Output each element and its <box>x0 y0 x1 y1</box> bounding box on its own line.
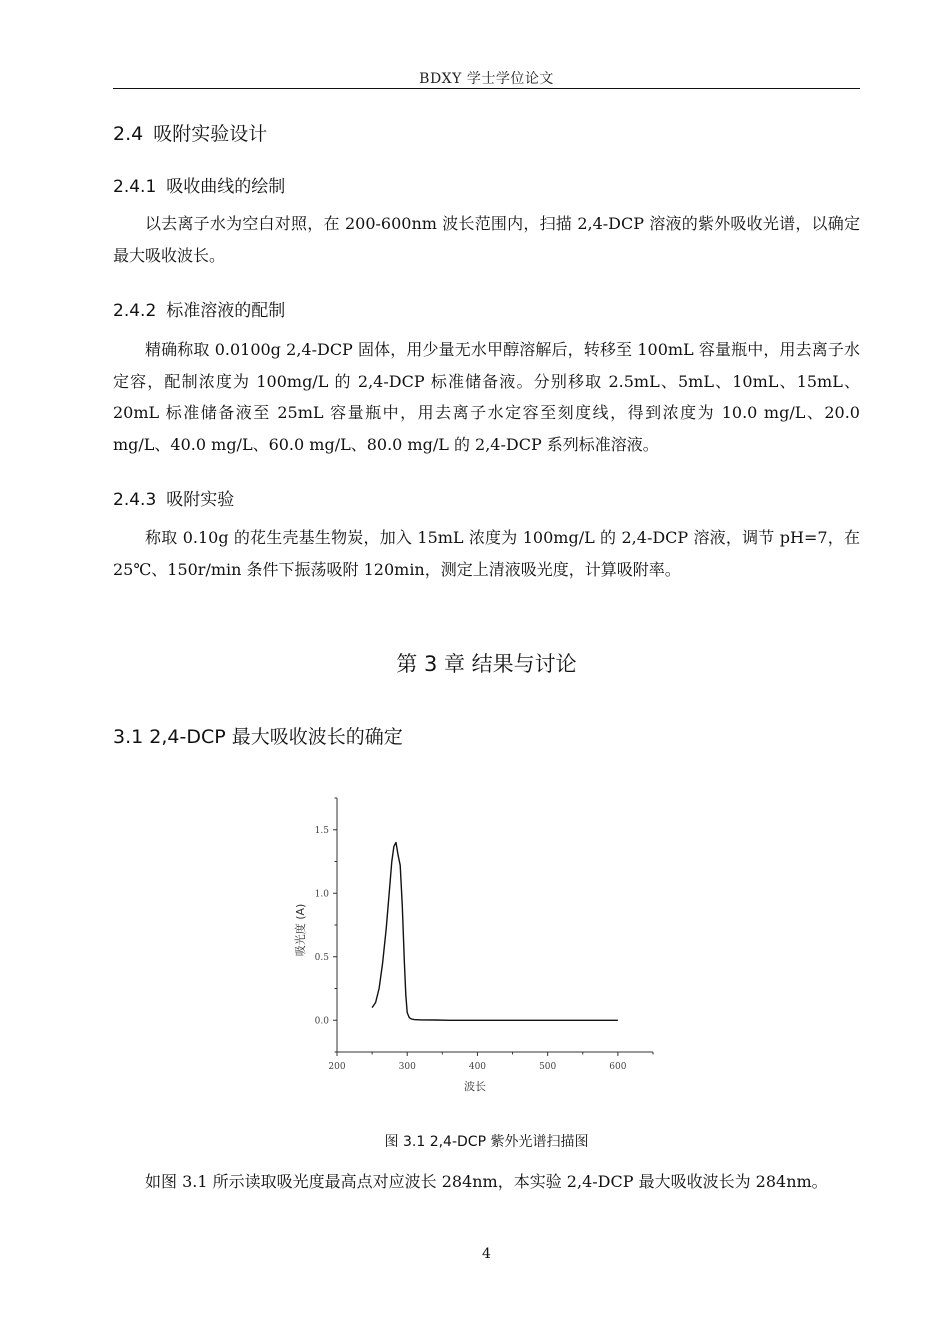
page-header: BDXY 学士学位论文 <box>419 71 554 87</box>
x-tick-label: 400 <box>468 1062 487 1072</box>
x-tick-label: 200 <box>328 1062 346 1072</box>
x-tick-label: 300 <box>398 1062 416 1072</box>
conclusion-paragraph: 如图 3.1 所示读取吸光度最高点对应波长 284nm，本实验 2,4-DCP 最大吸收波长为 284nm。 <box>145 1172 828 1191</box>
section-2-4-1-heading <box>113 172 285 197</box>
section-title: 标准溶液的配制 <box>166 301 286 321</box>
section-number: 2.4.2 <box>113 301 157 321</box>
section-number: 2.4 <box>113 123 144 145</box>
header-divider <box>113 88 860 89</box>
section-2-4-3-heading <box>113 485 234 510</box>
x-tick-label: 600 <box>609 1062 627 1072</box>
section-title: 吸附实验 <box>166 490 235 510</box>
section-number: 2.4.1 <box>113 177 157 197</box>
y-tick-label: 1.5 <box>314 825 329 836</box>
spectrum-line <box>372 843 618 1021</box>
section-2-4-3-paragraph: 称取 0.10g 的花生壳基生物炭，加入 15mL 浓度为 100mg/L 的 2,4-DCP 溶液，调节 pH=7，在 25℃、150r/min 条件下振荡吸附 120min，测定上清液吸光度，计算吸附率。 <box>113 528 860 579</box>
section-2-4-heading <box>113 119 267 146</box>
section-2-4-1-paragraph: 以去离子水为空白对照，在 200-600nm 波长范围内，扫描 2,4-DCP 溶液的紫外吸收光谱，以确定最大吸收波长。 <box>113 214 860 265</box>
uv-spectrum-chart <box>290 790 670 1100</box>
chapter-title: 第 3 章 结果与讨论 <box>396 652 577 676</box>
y-tick-label: 0.0 <box>314 1016 329 1027</box>
section-2-4-2-heading <box>113 296 285 321</box>
section-number: 2.4.3 <box>113 490 157 510</box>
figure-caption: 图 3.1 2,4-DCP 紫外光谱扫描图 <box>384 1134 589 1150</box>
x-axis-label: 波长 <box>464 1080 486 1093</box>
section-title: 吸收曲线的绘制 <box>166 177 286 197</box>
page-number: 4 <box>482 1246 491 1262</box>
section-title: 吸附实验设计 <box>153 123 268 145</box>
x-tick-label: 500 <box>539 1062 557 1072</box>
section-2-4-2-paragraph: 精确称取 0.0100g 2,4-DCP 固体，用少量无水甲醇溶解后，转移至 100mL 容量瓶中，用去离子水定容，配制浓度为 100mg/L 的 2,4-DCP 标准储备液。分别移取 2.5mL、5mL、10mL、15mL、20mL 标准储备液至 25mL 容量瓶中，用去离子水定容至刻度线，得到浓度为 10.0 mg/L、20.0 mg/L、40.0 mg/L、60.0 mg/L、80.0 mg/L 的 2,4-DCP 系列标准溶液。 <box>113 340 860 454</box>
y-axis-label: 吸光度 (A) <box>294 903 307 957</box>
y-tick-label: 0.5 <box>314 952 329 963</box>
section-3-1-heading: 3.1 2,4-DCP 最大吸收波长的确定 <box>113 726 403 748</box>
y-tick-label: 1.0 <box>314 889 329 900</box>
